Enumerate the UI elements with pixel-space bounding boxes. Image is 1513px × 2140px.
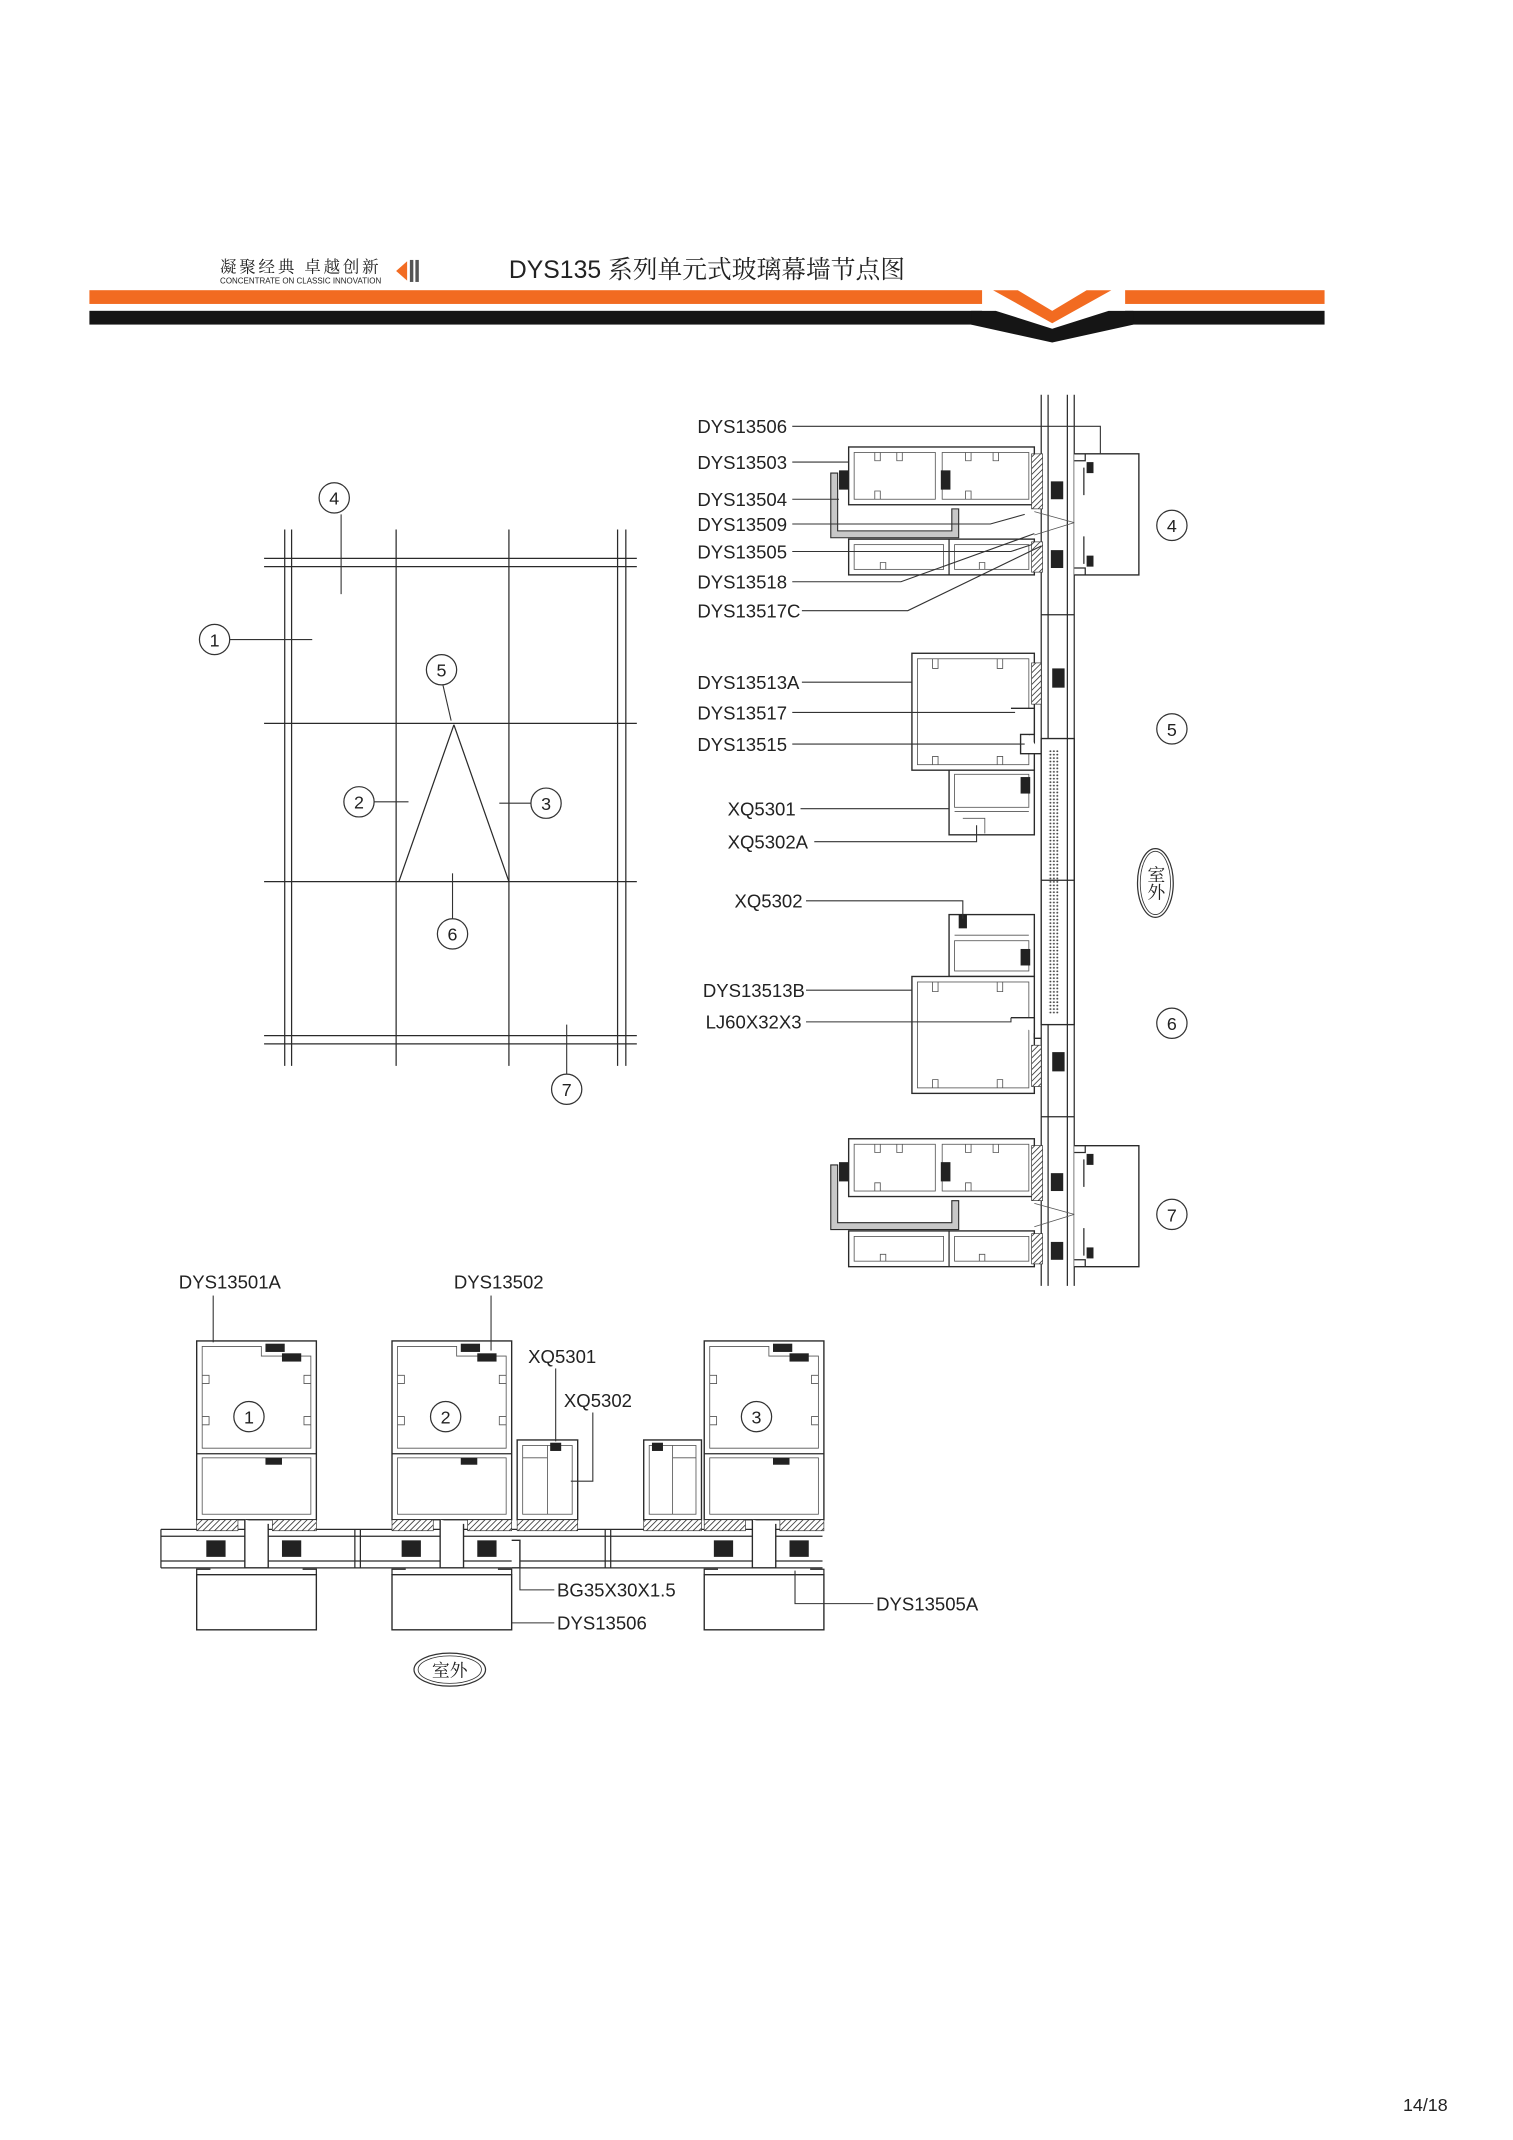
adapter-frame-right — [512, 1440, 578, 1568]
elevation-diagram — [199, 483, 636, 1105]
callout-label: 6 — [447, 924, 458, 945]
callout-label: 2 — [440, 1407, 451, 1428]
callout-3 — [741, 1401, 771, 1431]
callout-3 — [531, 788, 561, 818]
vertical-section-labels — [697, 416, 808, 1033]
callout-7 — [1157, 1199, 1187, 1229]
part-label: DYS13513A — [697, 672, 800, 694]
callout-label: 1 — [209, 630, 220, 651]
callout-6 — [437, 919, 467, 949]
part-label: XQ5302 — [563, 1389, 633, 1411]
logo-text: 凝聚经典 卓越创新 — [220, 258, 382, 277]
part-label: DYS13517C — [697, 600, 801, 622]
callout-label: 6 — [1166, 1014, 1177, 1035]
header — [89, 256, 1324, 343]
part-label: BG35X30X1.5 — [557, 1579, 676, 1601]
outside-marker — [1138, 849, 1174, 918]
brand-chevron-icon — [971, 287, 1133, 342]
adapter-frame-left — [644, 1440, 702, 1531]
horizontal-section — [161, 1272, 979, 1686]
callout-5 — [426, 655, 456, 685]
callout-2 — [344, 787, 374, 817]
part-label: DYS13509 — [697, 513, 788, 535]
part-label: XQ5301 — [528, 1345, 597, 1367]
logo-subtitle: CONCENTRATE ON CLASSIC INNOVATION — [220, 276, 382, 286]
part-label: DYS13517 — [697, 702, 788, 724]
callout-2 — [431, 1401, 461, 1431]
black-band — [89, 311, 1324, 325]
callout-label: 4 — [1166, 516, 1177, 537]
callout-label: 2 — [354, 792, 364, 813]
callout-4 — [1157, 510, 1187, 540]
mullion-3-section — [704, 1341, 824, 1630]
page-title: DYS135 系列单元式玻璃幕墙节点图 — [508, 256, 905, 284]
callout-label: 5 — [436, 660, 447, 681]
callout-4 — [319, 483, 349, 513]
outside-label: 室外 — [431, 1660, 468, 1681]
transom-7-section — [831, 1139, 1139, 1267]
callout-6 — [1157, 1008, 1187, 1038]
transom-4-section — [831, 447, 1139, 575]
part-label: DYS13518 — [697, 571, 788, 593]
callout-label: 7 — [561, 1080, 572, 1101]
callout-1 — [234, 1401, 264, 1431]
mullion-2-section — [392, 1341, 512, 1630]
callout-label: 4 — [329, 488, 340, 509]
page-number: 14/18 — [1402, 2095, 1448, 2116]
callout-label: 7 — [1166, 1205, 1177, 1226]
mullion-1-section — [197, 1341, 317, 1630]
grid-lines — [264, 529, 637, 1065]
part-label: DYS13505 — [697, 541, 788, 563]
orange-band — [89, 290, 1324, 304]
callout-1 — [199, 624, 229, 654]
part-label: XQ5302A — [727, 831, 809, 853]
part-label: DYS13505A — [876, 1593, 979, 1615]
part-label: LJ60X32X3 — [705, 1011, 802, 1033]
callout-label: 5 — [1166, 719, 1177, 740]
part-label: DYS13513B — [702, 980, 805, 1002]
elevation-leaders — [230, 514, 567, 1074]
part-label: DYS13515 — [697, 733, 788, 755]
outside-label: 室外 — [1145, 865, 1166, 901]
part-label: DYS13502 — [453, 1271, 544, 1293]
outside-marker — [414, 1653, 486, 1686]
part-label: DYS13503 — [697, 451, 788, 473]
callout-label: 1 — [243, 1407, 254, 1428]
vertical-section — [697, 395, 1187, 1286]
part-label: DYS13506 — [557, 1612, 647, 1634]
part-label: DYS13506 — [697, 416, 788, 438]
part-label: DYS13504 — [697, 489, 788, 511]
callout-label: 3 — [541, 794, 552, 815]
part-label: XQ5302 — [734, 890, 803, 912]
callout-7 — [552, 1074, 582, 1104]
callout-label: 3 — [751, 1407, 762, 1428]
part-label: DYS13501A — [178, 1271, 281, 1293]
callout-5 — [1157, 714, 1187, 744]
logo-mark-icon — [396, 260, 419, 282]
part-label: XQ5301 — [727, 798, 796, 820]
